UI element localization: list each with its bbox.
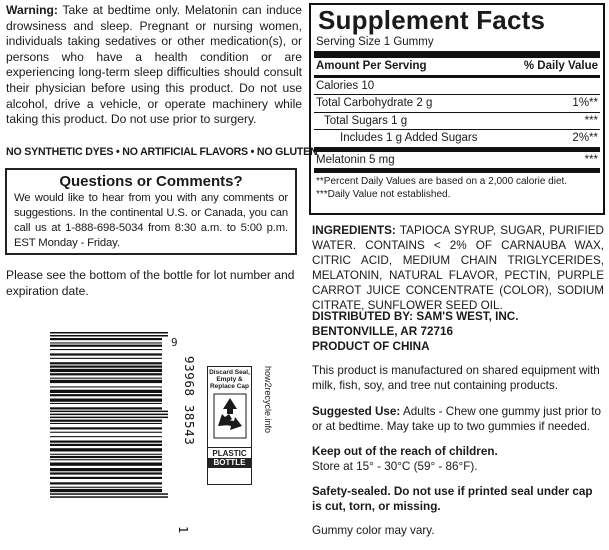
barcode-bar — [50, 436, 162, 437]
nutrient-name: Total Carbohydrate 2 g — [316, 97, 433, 109]
storage-temp: Store at 15° - 30°C (59° - 86°F). — [312, 460, 478, 473]
barcode-lead-digit — [168, 522, 190, 544]
barcode — [50, 332, 168, 497]
nutrient-name: Includes 1 g Added Sugars — [340, 132, 478, 144]
barcode-bar — [50, 477, 162, 479]
warning-label: Warning: — [6, 3, 58, 17]
barcode-bar — [50, 411, 168, 413]
serving-size: Serving Size 1 Gummy — [314, 35, 600, 58]
recycle-material: PLASTIC — [208, 447, 251, 458]
recycle-label — [207, 366, 252, 485]
supplement-facts-panel — [309, 3, 605, 215]
distributor — [312, 309, 604, 354]
header-dv: % Daily Value — [523, 60, 598, 72]
recycle-type: BOTTLE — [208, 458, 251, 468]
barcode-bar — [50, 403, 162, 404]
ingredients-text: TAPIOCA SYRUP, SUGAR, PURIFIED WATER. CONTAINS < 2% OF CARNAUBA WAX, CITRIC ACID, MEDIUM CHAIN TRIGLYCERIDES, MELATONIN, NATURAL FLAVOR, PECTIN, PURPLE CARROT JUICE CONCENTRATE (COLOR), SODIUM CITRATE, SUNFLOWER SEED OIL. — [312, 224, 604, 312]
ingredients — [312, 223, 604, 313]
facts-row — [314, 95, 600, 113]
svg-text:how2recycle.info: how2recycle.info — [263, 366, 273, 434]
barcode-bar — [50, 444, 162, 446]
recycle-instruction: Discard Seal, Empty & Replace Cap — [209, 369, 250, 390]
nutrient-dv: *** — [584, 153, 598, 166]
svg-text:93968 38543: 93968 38543 — [182, 356, 197, 446]
storage — [312, 444, 604, 474]
allergen-statement: This product is manufactured on shared equipment with milk, fish, soy, and tree nut containing products. — [312, 364, 600, 392]
barcode-bar — [50, 414, 168, 416]
facts-header-row — [314, 58, 600, 78]
ingredients-label: INGREDIENTS: — [312, 224, 396, 237]
questions-title: Questions or Comments? — [59, 173, 243, 190]
svg-text:1: 1 — [176, 526, 190, 534]
barcode-bar — [50, 358, 162, 359]
supplement-facts-title: Supplement Facts — [318, 5, 546, 35]
barcode-bar — [50, 407, 162, 409]
barcode-check-digit: 9 — [171, 336, 178, 349]
barcode-bar — [50, 454, 162, 455]
barcode-bar — [50, 353, 162, 355]
recycle-icon — [210, 390, 250, 442]
barcode-bar — [50, 463, 162, 466]
suggested-use — [312, 404, 604, 434]
barcode-bar — [50, 369, 162, 372]
questions-box — [5, 168, 297, 255]
barcode-bar — [50, 441, 162, 443]
barcode-bar — [50, 468, 162, 471]
barcode-bar — [50, 489, 162, 492]
safety-seal-warning: Safety-sealed. Do not use if printed seal under cap is cut, torn, or missing. — [312, 485, 593, 513]
barcode-bar — [50, 459, 162, 460]
lot-note: Please see the bottom of the bottle for lot number and expiration date. — [6, 268, 295, 298]
barcode-bar — [50, 380, 162, 383]
header-amount: Amount Per Serving — [316, 60, 427, 72]
barcode-bar — [50, 362, 162, 364]
facts-row — [314, 152, 600, 174]
barcode-bar — [50, 456, 162, 458]
barcode-bar — [50, 417, 168, 419]
suggested-use-text: Adults - Chew one gummy just prior to or at bedtime. May take up to two gummies if needed. — [312, 405, 602, 433]
free-from-claims: NO SYNTHETIC DYES • NO ARTIFICIAL FLAVORS • NO GLUTEN — [6, 146, 318, 158]
nutrient-dv: 1%** — [572, 97, 598, 109]
barcode-digits — [174, 356, 197, 516]
barcode-bar — [50, 366, 162, 368]
footnote-not-established: ***Daily Value not established. — [316, 189, 451, 200]
gummy-color-note: Gummy color may vary. — [312, 524, 435, 537]
barcode-bar — [50, 448, 162, 451]
barcode-bar — [50, 420, 162, 422]
distributor-line: DISTRIBUTED BY: SAM'S WEST, INC. — [312, 310, 519, 323]
barcode-bar — [50, 482, 162, 484]
barcode-bar — [50, 423, 162, 424]
distributor-line: PRODUCT OF CHINA — [312, 340, 430, 353]
nutrient-name: Melatonin 5 mg — [316, 153, 395, 166]
barcode-bar — [50, 349, 162, 350]
warning-body: Take at bedtime only. Melatonin can induce drowsiness and sleep. Pregnant or nursing women, individuals taking sedatives or other medication(s), or persons who have a health condition or are experiencing long-term sleep difficulties should consult their physician before using this product. Do not use alcohol, drive a vehicle, or operate machinery while taking this product. Do not use prior to surgery. — [6, 3, 302, 127]
suggested-use-label: Suggested Use: — [312, 405, 401, 418]
barcode-bar — [50, 345, 162, 347]
barcode-bar — [50, 332, 168, 334]
barcode-bar — [50, 496, 168, 498]
calories: Calories 10 — [316, 79, 375, 92]
questions-body: We would like to hear from you with any comments or suggestions. In the continental U.S. or Canada, you can call us at 1-888-698-5034 from 8:30 a.m. to 5:00 p.m. EST Monday - Friday. — [14, 192, 288, 249]
barcode-bar — [50, 378, 162, 379]
barcode-bar — [50, 427, 162, 429]
nutrient-dv: 2%** — [572, 132, 598, 144]
warning-text — [6, 3, 302, 128]
recycle-website — [256, 364, 273, 482]
barcode-bar — [50, 373, 162, 375]
barcode-bar — [50, 399, 162, 402]
calories-row — [314, 78, 600, 96]
nutrient-dv: *** — [584, 114, 598, 127]
barcode-bar — [50, 335, 168, 337]
facts-row — [314, 130, 600, 152]
barcode-bar — [50, 394, 162, 396]
barcode-bar — [50, 432, 162, 433]
barcode-bar — [50, 493, 168, 495]
distributor-line: BENTONVILLE, AR 72716 — [312, 325, 453, 338]
barcode-bar — [50, 338, 162, 340]
barcode-bar — [50, 342, 162, 343]
barcode-bar — [50, 472, 162, 474]
barcode-bar — [50, 386, 162, 387]
keep-out-of-reach: Keep out of the reach of children. — [312, 445, 498, 458]
footnote-dv: **Percent Daily Values are based on a 2,000 calorie diet. — [316, 176, 568, 187]
facts-row — [314, 113, 600, 131]
nutrient-name: Total Sugars 1 g — [324, 114, 408, 127]
barcode-bar — [50, 390, 162, 393]
barcode-bar — [50, 487, 162, 488]
